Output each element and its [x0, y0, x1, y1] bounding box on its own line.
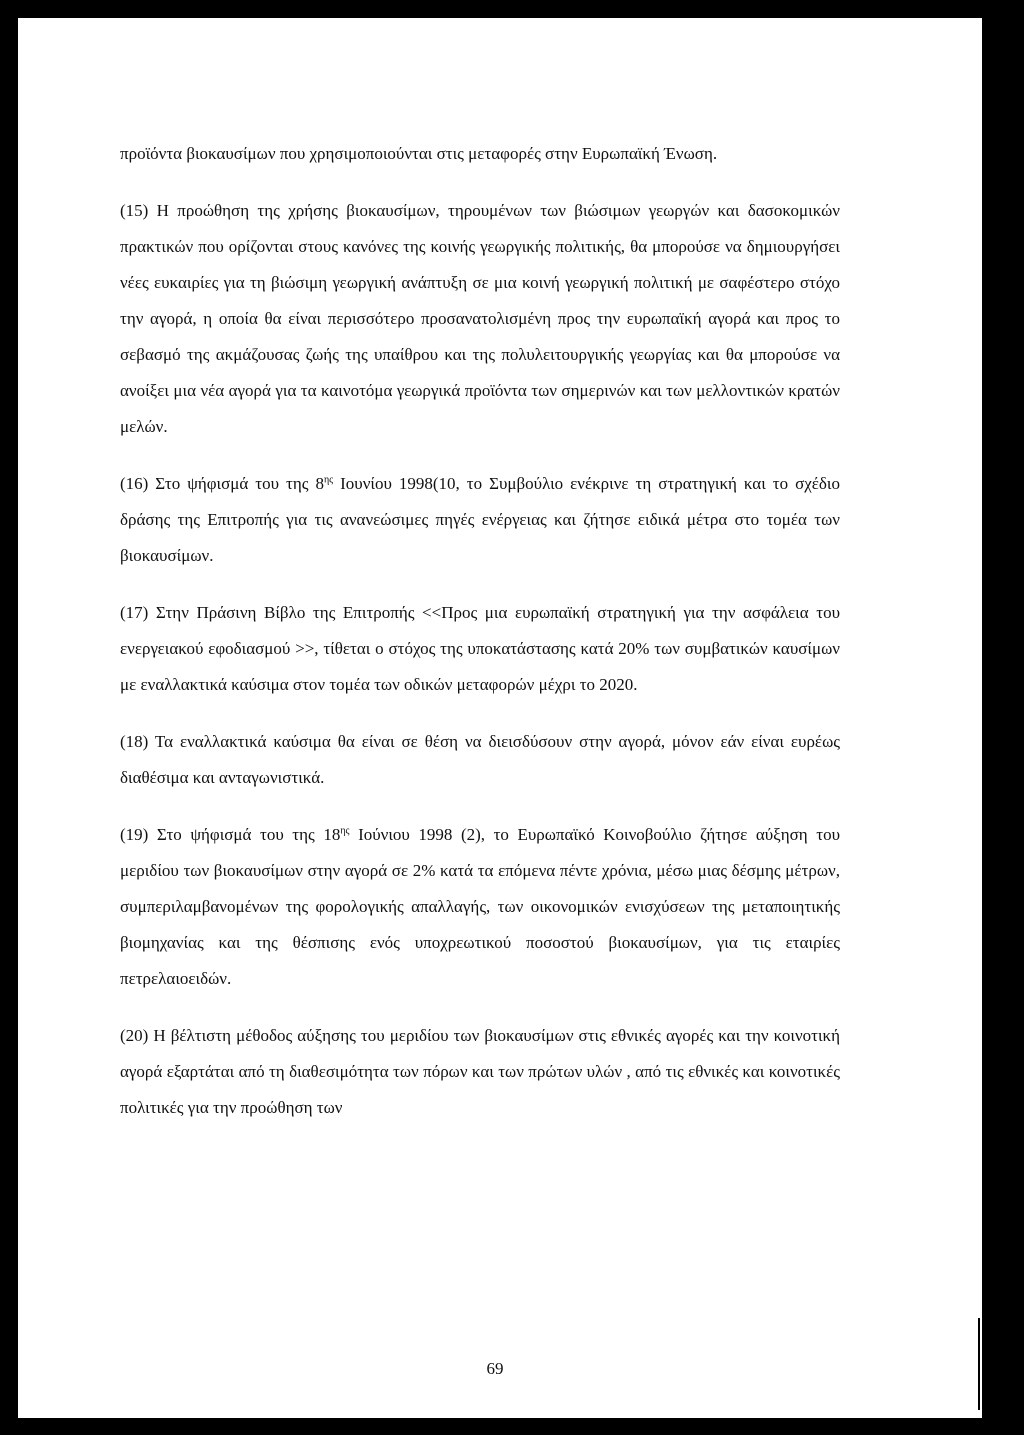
ordinal-suffix: ης: [323, 474, 334, 486]
ordinal-suffix: ης: [340, 825, 350, 837]
paragraph-16-rest: Ιουνίου 1998(10, το Συμβούλιο ενέκρινε τη στρατηγική και το σχέδιο δράσης της Επιτροπής για τις ανανεώσιμες πηγές ενέργειας και ζήτησε ειδικά μέτρα στο τομέα των βιοκαυσίμων.: [120, 474, 841, 565]
scan-edge-strip: [972, 18, 982, 1418]
paragraph-continuation: προϊόντα βιοκαυσίμων που χρησιμοποιούνται στις μεταφορές στην Ευρωπαϊκή Ένωση.: [120, 144, 718, 163]
paragraph-19-rest: Ιούνιου 1998 (2), το Ευρωπαϊκό Κοινοβούλιο ζήτησε αύξηση του μεριδίου των βιοκαυσίμων στην αγορά σε 2% κατά τα επόμενα πέντε χρόνια, μέσω μιας δέσμης μέτρων, συμπεριλαμβανομένων της φορολογικής απαλλαγής, των οικονομικών ενισχύσεων της μεταποιητικής βιομηχανίας και της θέσπισης ενός υποχρεωτικού ποσοστού βιοκαυσίμων, για τις εταιρίες πετρελαιοειδών.: [120, 825, 841, 988]
paragraph-20: (20) Η βέλτιστη μέθοδος αύξησης του μεριδίου των βιοκαυσίμων στις εθνικές αγορές και την κοινοτική αγορά εξαρτάται από τη διαθεσιμότητα των πόρων και των πρώτων υλών , από τις εθνικές και κοινοτικές πολιτικές για την προώθηση των: [120, 1026, 840, 1117]
paragraph-19: [120, 817, 840, 997]
paragraph-17: (17) Στην Πράσινη Βίβλο της Επιτροπής <<Προς μια ευρωπαϊκή στρατηγική για την ασφάλεια του ενεργειακού εφοδιασμού >>, τίθεται ο στόχος της υποκατάστασης κατά 20% των συμβατικών καυσίμων με εναλλακτικά καύσιμα στον τομέα των οδικών μεταφορών μέχρι το 2020.: [120, 603, 840, 694]
paragraph-15: (15) Η προώθηση της χρήσης βιοκαυσίμων, τηρουμένων των βιώσιμων γεωργών και δασοκομικών πρακτικών που ορίζονται στους κανόνες της κοινής γεωργικής πολιτικής, θα μπορούσε να δημιουργήσει νέες ευκαιρίες για τη βιώσιμη γεωργική ανάπτυξη σε μια κοινή γεωργική πολιτική με σαφέστερο στόχο την αγορά, η οποία θα είναι περισσότερο προσανατολισμένη προς την ευρωπαϊκή αγορά και προς το σεβασμό της ακμάζουσας ζωής της υπαίθρου και της πολυλειτουργικής γεωργίας και θα μπορούσε να ανοίξει μια νέα αγορά για τα καινοτόμα γεωργικά προϊόντα των σημερινών και των μελλοντικών κρατών μελών.: [120, 201, 840, 436]
document-page: [18, 18, 972, 1418]
scan-edge-line: [978, 1318, 980, 1410]
paragraph-16-start: (16) Στο ψήφισμά του της 8: [120, 474, 324, 493]
paragraph-18: (18) Τα εναλλακτικά καύσιμα θα είναι σε θέση να διεισδύσουν στην αγορά, μόνον εάν είναι ευρέως διαθέσιμα και ανταγωνιστικά.: [120, 732, 840, 787]
body-text: [120, 136, 840, 1126]
paragraph-19-start: (19) Στο ψήφισμά του της 18: [120, 825, 341, 844]
page-number: 69: [486, 1359, 504, 1378]
paragraph-16: [120, 466, 840, 574]
